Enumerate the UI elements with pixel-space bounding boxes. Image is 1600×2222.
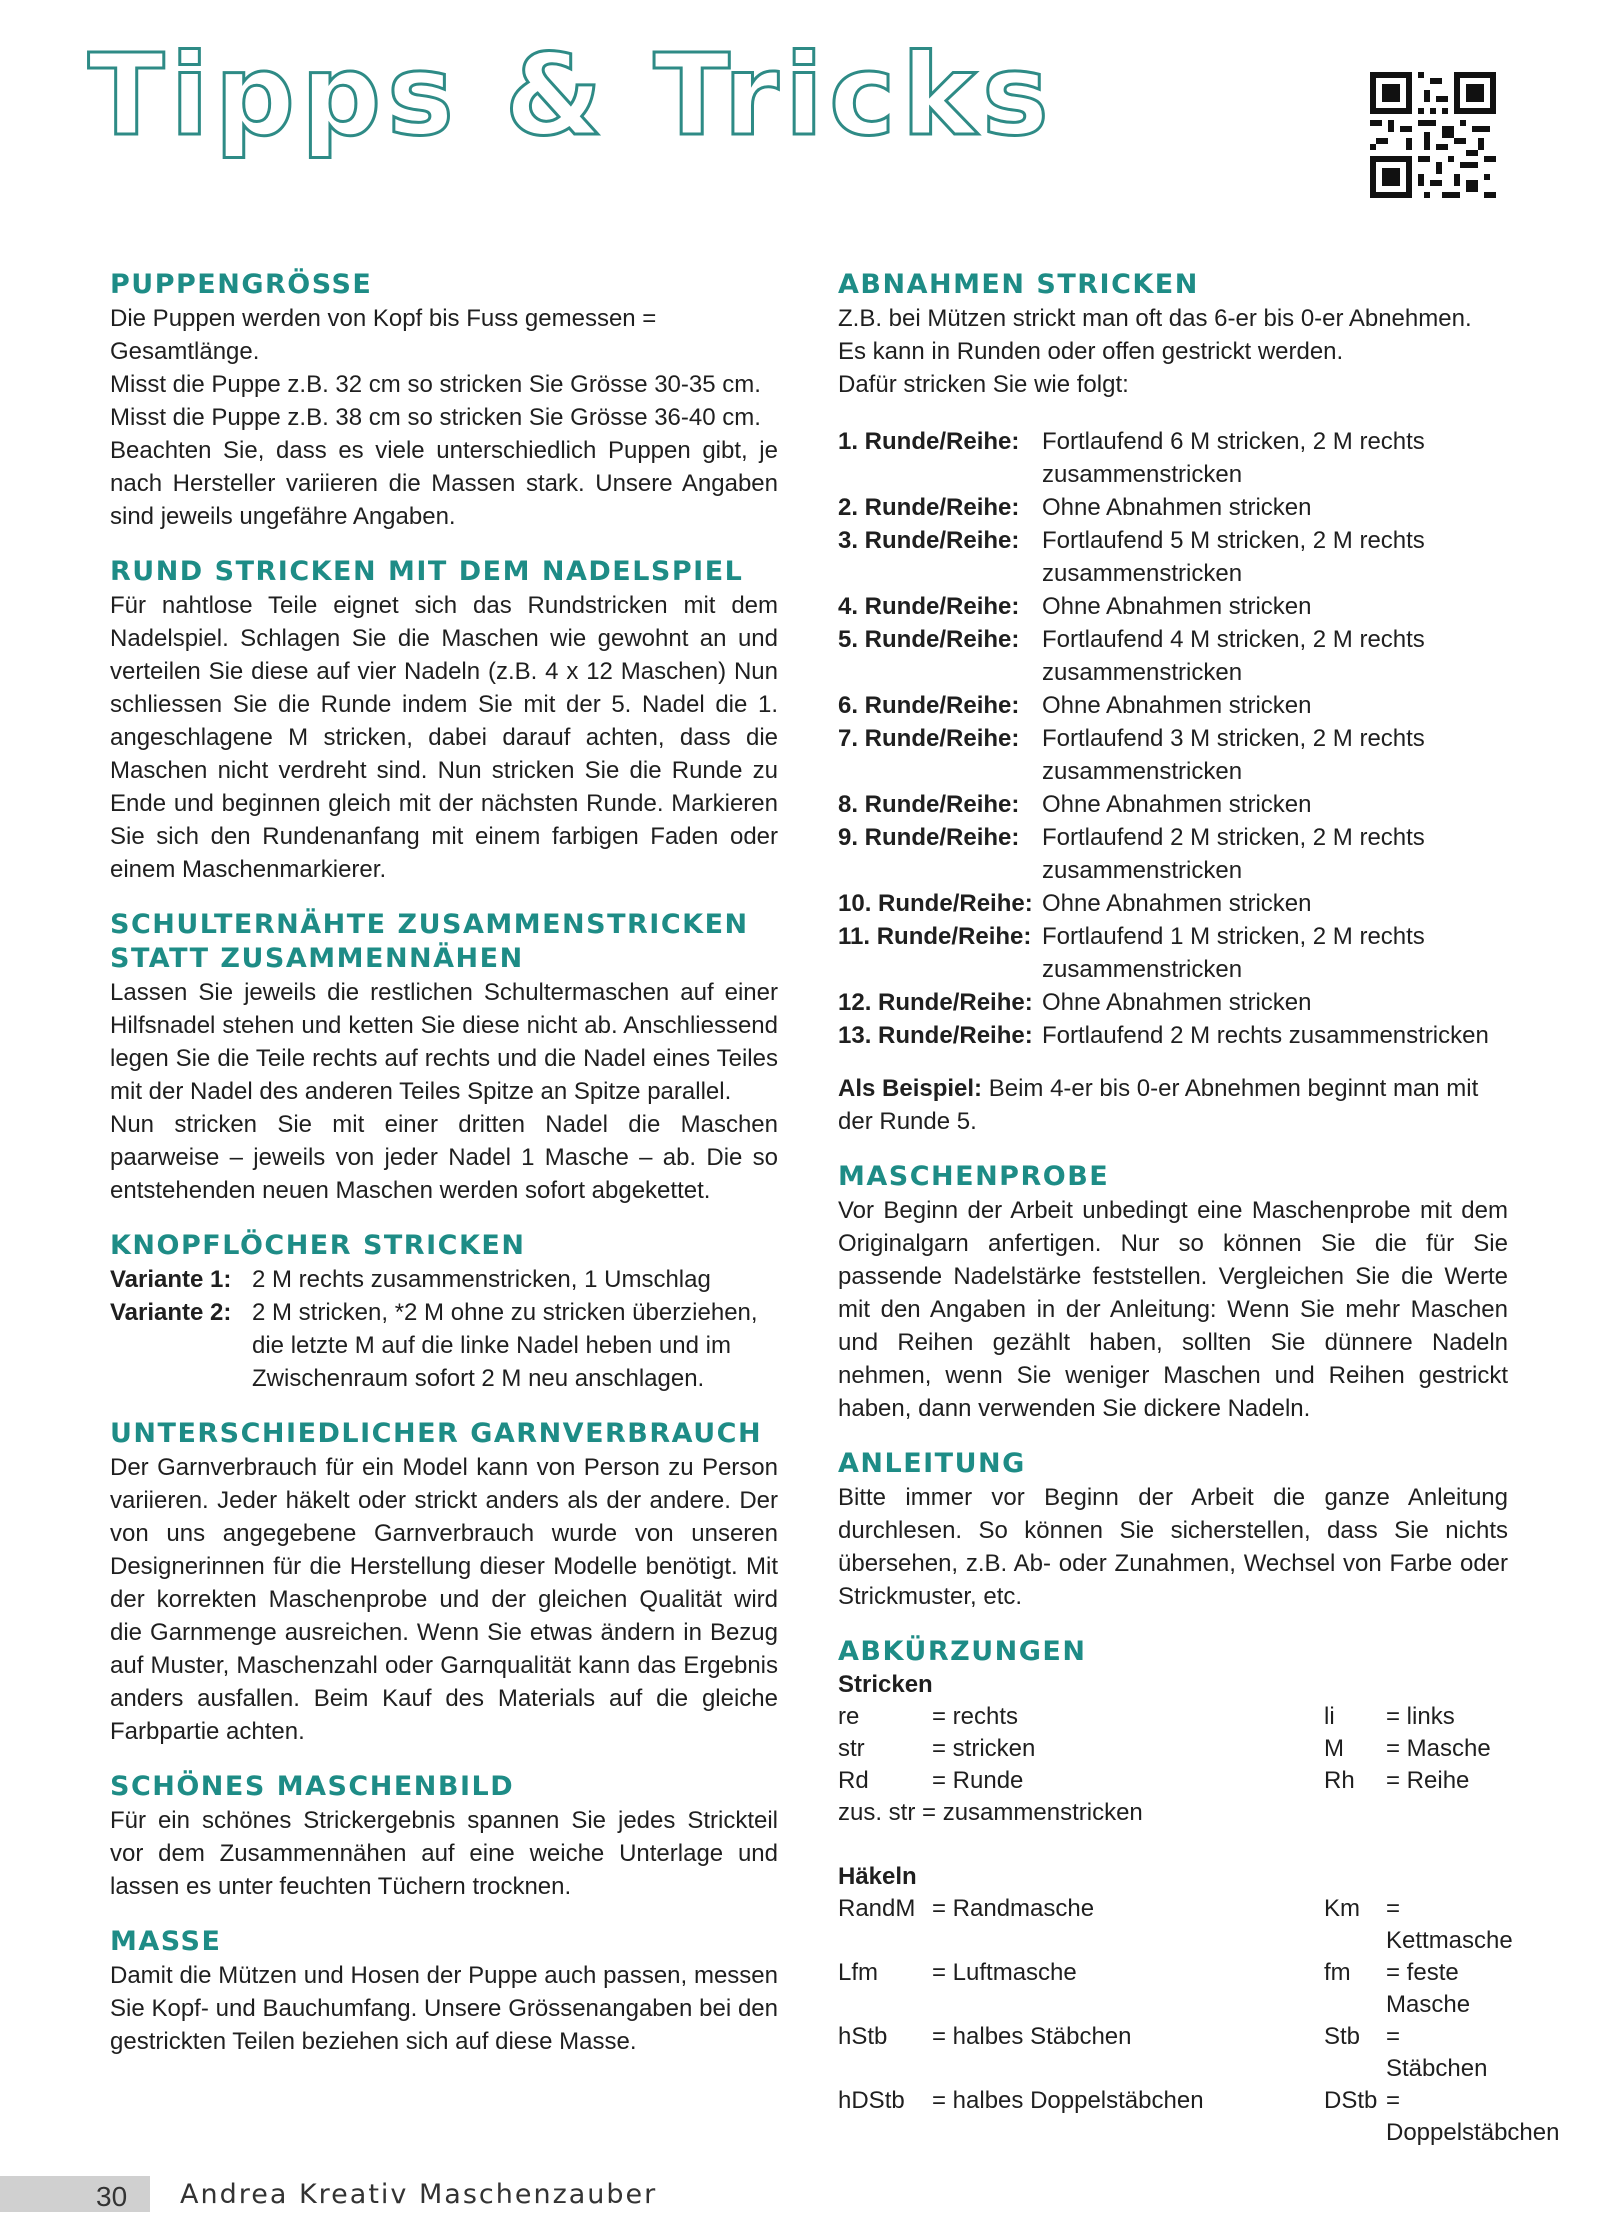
section-heading: MASSE	[110, 1926, 222, 1957]
abbr-def: = Doppelstäbchen	[1386, 2087, 1560, 2146]
decrease-row	[838, 1019, 1508, 1052]
abbr-def: = rechts	[932, 1703, 1019, 1730]
decrease-row	[838, 491, 1508, 524]
decrease-rows	[838, 425, 1508, 1052]
abbr-term: re	[838, 1703, 860, 1730]
row-text: Ohne Abnahmen stricken	[1042, 791, 1312, 818]
variant-label: Variante 2:	[110, 1299, 232, 1326]
paragraph: Der Garnverbrauch für ein Model kann von Person zu Person variieren. Jeder häkelt oder strickt anders als der andere. Der von uns angegebene Garnverbrauch wurde von unseren Designerinnen für die Herstellung dieser Modelle benötigt. Mit der korrekten Maschenprobe und der gleichen Qualität wird die Garnmenge ausreichen. Wenn Sie etwas ändern in Bezug auf Muster, Maschenzahl oder Garnqualität kann das Ergebnis anders ausfallen. Beim Kauf des Materials auf die gleiche Farbpartie achten.	[110, 1454, 778, 1745]
section-abnahmen	[838, 268, 1508, 1138]
section-heading: ABNAHMEN STRICKEN	[838, 269, 1199, 300]
decrease-row	[838, 425, 1508, 491]
abbr-line: zus. str = zusammenstricken	[838, 1799, 1143, 1826]
section-heading: KNOPFLÖCHER STRICKEN	[110, 1230, 526, 1261]
row-label: 8. Runde/Reihe:	[838, 791, 1020, 818]
section-abkuerzungen	[838, 1635, 1560, 2149]
row-label: 7. Runde/Reihe:	[838, 725, 1020, 752]
section-heading: MASCHENPROBE	[838, 1161, 1110, 1192]
abbr-def: = Stäbchen	[1386, 2023, 1488, 2082]
subheading-haekeln: Häkeln	[838, 1863, 917, 1890]
paragraph: Vor Beginn der Arbeit unbedingt eine Maschenprobe mit dem Originalgarn anfertigen. Nur so können Sie die für Sie passende Nadelstärke feststellen. Vergleichen Sie die Werte mit den Angaben in der Anleitung: Wenn Sie mehr Maschen und Reihen gezählt haben, sollten Sie dünnere Nadeln nehmen, wenn Sie weniger Maschen und Reihen gestrickt haben, dann verwenden Sie dickere Nadeln.	[838, 1197, 1508, 1422]
decrease-row	[838, 623, 1508, 689]
abbr-def: = Kettmasche	[1386, 1895, 1513, 1954]
section-heading: PUPPENGRÖSSE	[110, 269, 373, 300]
row-label: 11. Runde/Reihe:	[838, 923, 1032, 950]
decrease-row	[838, 821, 1508, 887]
row-text: Ohne Abnahmen stricken	[1042, 593, 1312, 620]
row-label: 3. Runde/Reihe:	[838, 527, 1020, 554]
abbr-def: = Runde	[932, 1767, 1024, 1794]
abbr-term: li	[1324, 1703, 1335, 1730]
row-label: 6. Runde/Reihe:	[838, 692, 1020, 719]
decrease-row	[838, 887, 1508, 920]
left-column	[110, 268, 778, 2080]
row-text: Fortlaufend 2 M stricken, 2 M rechts zusammenstricken	[1042, 824, 1425, 884]
section-schulternaehte	[110, 908, 778, 1207]
row-label: 13. Runde/Reihe:	[838, 1022, 1033, 1049]
abbr-def: = Masche	[1386, 1735, 1491, 1762]
abbr-term: DStb	[1324, 2087, 1378, 2114]
row-text: Fortlaufend 2 M rechts zusammenstricken	[1042, 1022, 1489, 1049]
qr-code	[1370, 72, 1496, 198]
paragraph: Nun stricken Sie mit einer dritten Nadel die Maschen paarweise – jeweils von jeder Nadel 1 Masche – ab. Die so entstehenden neuen Maschen werden sofort abgekettet.	[110, 1111, 778, 1204]
paragraph: Für nahtlose Teile eignet sich das Rundstricken mit dem Nadelspiel. Schlagen Sie die Maschen wie gewohnt an und verteilen Sie diese auf vier Nadeln (z.B. 4 x 12 Maschen) Nun schliessen Sie die Runde indem Sie mit der 5. Nadel die 1. angeschlagene M stricken, dabei darauf achten, dass die Maschen nicht verdreht sind. Nun stricken Sie die Runde zu Ende und beginnen gleich mit der nächsten Runde. Markieren Sie sich den Rundenanfang mit einem farbigen Faden oder einem Maschenmarkierer.	[110, 592, 778, 883]
paragraph: Für ein schönes Strickergebnis spannen Sie jedes Strickteil vor dem Zusammennähen auf eine weiche Unterlage und lassen es unter feuchten Tüchern trocknen.	[110, 1807, 778, 1900]
variant-label: Variante 1:	[110, 1266, 232, 1293]
row-text: Fortlaufend 6 M stricken, 2 M rechts zusammenstricken	[1042, 428, 1425, 488]
row-text: Ohne Abnahmen stricken	[1042, 494, 1312, 521]
variant-text: 2 M stricken, *2 M ohne zu stricken überziehen, die letzte M auf die linke Nadel heben und im Zwischenraum sofort 2 M neu anschlagen.	[252, 1299, 758, 1392]
abbr-def: = links	[1386, 1703, 1455, 1730]
row-label: 5. Runde/Reihe:	[838, 626, 1020, 653]
section-heading: RUND STRICKEN MIT DEM NADELSPIEL	[110, 556, 744, 587]
paragraph: Bitte immer vor Beginn der Arbeit die ganze Anleitung durchlesen. So können Sie sicherstellen, dass Sie nichts übersehen, z.B. Ab- oder Zunahmen, Wechsel von Farbe oder Strickmuster, etc.	[838, 1484, 1508, 1610]
row-label: 4. Runde/Reihe:	[838, 593, 1020, 620]
section-puppengroesse	[110, 268, 778, 533]
row-text: Ohne Abnahmen stricken	[1042, 692, 1312, 719]
abbr-def: = feste Masche	[1386, 1959, 1471, 2018]
page-title: Tipps & Tricks	[88, 31, 1055, 161]
page-number: 30	[96, 2181, 128, 2212]
abbr-term: fm	[1324, 1959, 1351, 1986]
decrease-row	[838, 920, 1508, 986]
abbr-term: RandM	[838, 1895, 916, 1922]
decrease-row	[838, 689, 1508, 722]
paragraph-line: Es kann in Runden oder offen gestrickt werden.	[838, 338, 1344, 365]
row-text: Fortlaufend 1 M stricken, 2 M rechts zusammenstricken	[1042, 923, 1425, 983]
section-heading: SCHÖNES MASCHENBILD	[110, 1771, 515, 1802]
right-column	[838, 268, 1560, 2171]
section-anleitung	[838, 1447, 1508, 1613]
abbr-def: = halbes Doppelstäbchen	[932, 2087, 1204, 2114]
row-label: 2. Runde/Reihe:	[838, 494, 1020, 521]
decrease-row	[838, 788, 1508, 821]
variant-row	[110, 1263, 778, 1296]
abbr-def: = Luftmasche	[932, 1959, 1077, 1986]
abbreviation-grid	[838, 1701, 1508, 1829]
section-heading: ANLEITUNG	[838, 1448, 1026, 1479]
abbr-term: M	[1324, 1735, 1344, 1762]
row-label: 10. Runde/Reihe:	[838, 890, 1033, 917]
abbreviation-grid	[838, 1893, 1560, 2149]
paragraph: Lassen Sie jeweils die restlichen Schultermaschen auf einer Hilfsnadel stehen und ketten Sie diese nicht ab. Anschliessend legen Sie die Teile rechts auf rechts und die Nadel eines Teiles mit der Nadel des anderen Teiles Spitze an Spitze parallel.	[110, 979, 778, 1105]
abbr-term: Rd	[838, 1767, 869, 1794]
paragraph: Beachten Sie, dass es viele unterschiedlich Puppen gibt, je nach Hersteller variieren die Massen stark. Unsere Angaben sind jeweils ungefähre Angaben.	[110, 437, 778, 530]
decrease-row	[838, 722, 1508, 788]
abbr-term: hDStb	[838, 2087, 905, 2114]
example-label: Als Beispiel:	[838, 1075, 983, 1102]
footer-title: Andrea Kreativ Maschenzauber	[180, 2179, 658, 2210]
decrease-row	[838, 986, 1508, 1019]
section-heading: ABKÜRZUNGEN	[838, 1636, 1087, 1667]
example-text: Beim 4-er bis 0-er Abnehmen beginnt man mit der Runde 5.	[838, 1075, 1479, 1135]
section-maschenbild	[110, 1770, 778, 1903]
abbr-term: Lfm	[838, 1959, 879, 1986]
abbr-term: Rh	[1324, 1767, 1355, 1794]
section-knopfloecher	[110, 1229, 778, 1395]
example-note	[838, 1072, 1508, 1138]
row-text: Ohne Abnahmen stricken	[1042, 989, 1312, 1016]
section-heading-continued: STATT ZUSAMMENNÄHEN	[110, 943, 524, 974]
section-rund-stricken	[110, 555, 778, 886]
abbr-def: = halbes Stäbchen	[932, 2023, 1132, 2050]
abbr-def: = Reihe	[1386, 1767, 1470, 1794]
paragraph-line: Misst die Puppe z.B. 38 cm so stricken Sie Grösse 36-40 cm.	[110, 404, 761, 431]
row-text: Ohne Abnahmen stricken	[1042, 890, 1312, 917]
row-label: 12. Runde/Reihe:	[838, 989, 1033, 1016]
paragraph-line: Z.B. bei Mützen strickt man oft das 6-er bis 0-er Abnehmen.	[838, 305, 1472, 332]
abbr-term: hStb	[838, 2023, 888, 2050]
paragraph: Damit die Mützen und Hosen der Puppe auch passen, messen Sie Kopf- und Bauchumfang. Unsere Grössenangaben bei den gestrickten Teilen beziehen sich auf diese Masse.	[110, 1962, 778, 2055]
decrease-row	[838, 590, 1508, 623]
abbr-term: Km	[1324, 1895, 1360, 1922]
row-text: Fortlaufend 4 M stricken, 2 M rechts zusammenstricken	[1042, 626, 1425, 686]
row-text: Fortlaufend 3 M stricken, 2 M rechts zusammenstricken	[1042, 725, 1425, 785]
subheading-stricken: Stricken	[838, 1671, 933, 1698]
variant-text: 2 M rechts zusammenstricken, 1 Umschlag	[252, 1266, 711, 1293]
abbr-term: Stb	[1324, 2023, 1361, 2050]
row-text: Fortlaufend 5 M stricken, 2 M rechts zusammenstricken	[1042, 527, 1425, 587]
paragraph-line: Misst die Puppe z.B. 32 cm so stricken Sie Grösse 30-35 cm.	[110, 371, 761, 398]
paragraph-line: Die Puppen werden von Kopf bis Fuss gemessen = Gesamtlänge.	[110, 305, 657, 365]
section-heading: UNTERSCHIEDLICHER GARNVERBRAUCH	[110, 1418, 763, 1449]
section-heading: SCHULTERNÄHTE ZUSAMMENSTRICKEN	[110, 909, 749, 940]
row-label: 9. Runde/Reihe:	[838, 824, 1020, 851]
section-masse	[110, 1925, 778, 2058]
paragraph-line: Dafür stricken Sie wie folgt:	[838, 371, 1129, 398]
section-garnverbrauch	[110, 1417, 778, 1748]
abbr-def: = Randmasche	[932, 1895, 1095, 1922]
section-maschenprobe	[838, 1160, 1508, 1425]
abbr-term: str	[838, 1735, 865, 1762]
decrease-row	[838, 524, 1508, 590]
footer-bar	[0, 2176, 150, 2212]
row-label: 1. Runde/Reihe:	[838, 428, 1020, 455]
abbr-def: = stricken	[932, 1735, 1036, 1762]
variant-row	[110, 1296, 778, 1395]
